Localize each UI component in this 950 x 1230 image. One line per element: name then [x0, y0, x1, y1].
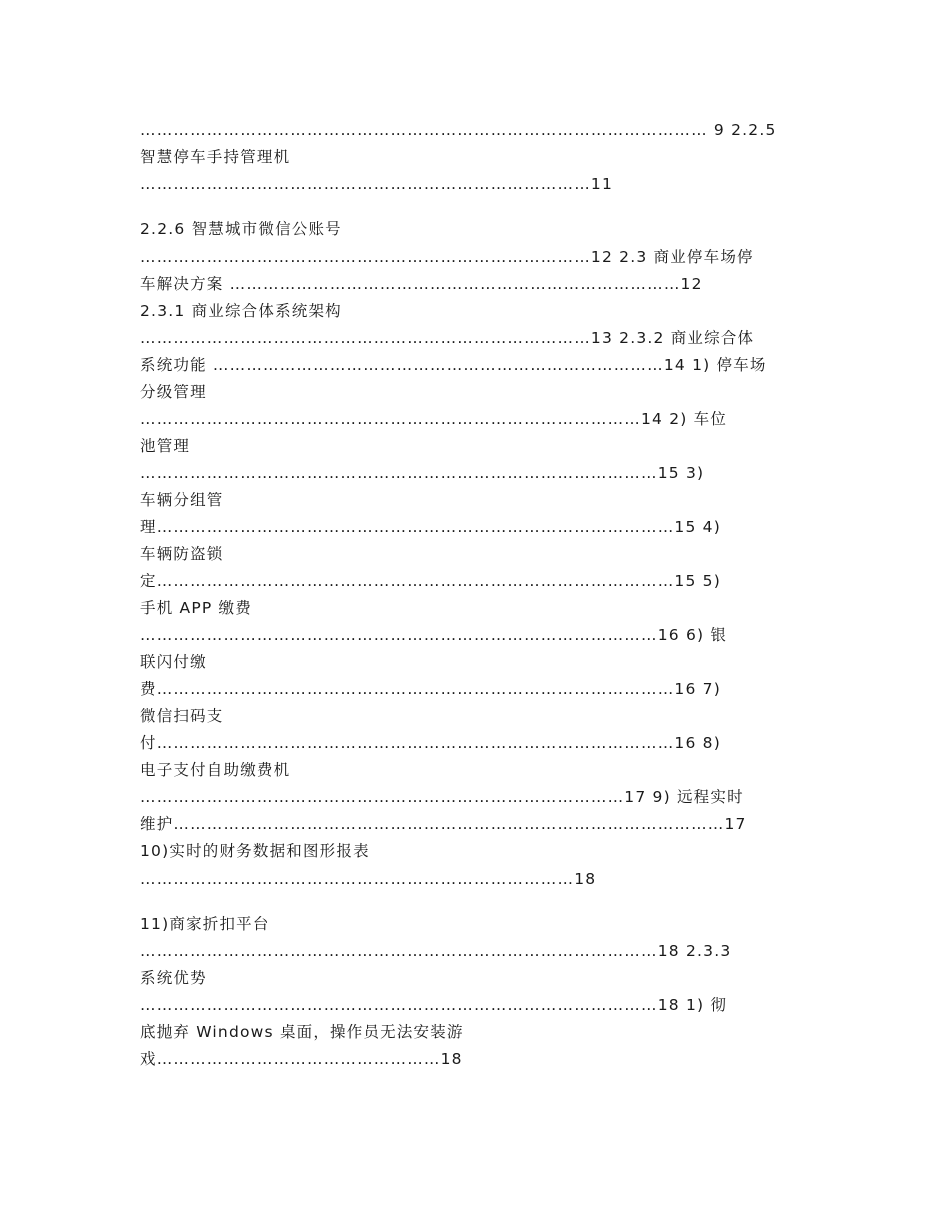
- toc-line: …………………………………………………………………………………15 3): [140, 464, 705, 482]
- toc-line: …………………………………………………………………………………18 2.3.3: [140, 942, 732, 960]
- toc-line: 底抛弃 Windows 桌面，操作员无法安装游: [140, 1023, 464, 1041]
- toc-line: ………………………………………………………………………………14 2) 车位: [140, 410, 728, 428]
- toc-line: 理…………………………………………………………………………………15 4): [140, 518, 721, 536]
- toc-line: 2.2.6 智慧城市微信公账号: [140, 220, 342, 238]
- toc-line: 池管理: [140, 437, 191, 455]
- toc-line: 系统优势: [140, 969, 207, 987]
- toc-line: ………………………………………………………………………………………… 9 2.2.5: [140, 121, 777, 139]
- toc-line: 付…………………………………………………………………………………16 8): [140, 734, 721, 752]
- toc-line: 2.3.1 商业综合体系统架构: [140, 302, 342, 320]
- toc-line: 分级管理: [140, 383, 207, 401]
- toc-line: 微信扫码支: [140, 707, 224, 725]
- toc-line: ……………………………………………………………………18: [140, 870, 597, 888]
- toc-line: 车辆分组管: [140, 491, 224, 509]
- toc-line: 费…………………………………………………………………………………16 7): [140, 680, 721, 698]
- toc-line: 11)商家折扣平台: [140, 915, 270, 933]
- toc-line: 定…………………………………………………………………………………15 5): [140, 572, 721, 590]
- toc-line: 手机 APP 缴费: [140, 599, 252, 617]
- toc-line: 车解决方案 ………………………………………………………………………12: [140, 275, 703, 293]
- toc-line: 电子支付自助缴费机: [140, 761, 291, 779]
- toc-line: ………………………………………………………………………11: [140, 175, 614, 193]
- toc-line: 维护………………………………………………………………………………………17: [140, 815, 747, 833]
- toc-line: 车辆防盗锁: [140, 545, 224, 563]
- toc-line: 联闪付缴: [140, 653, 207, 671]
- toc-line: …………………………………………………………………………………18 1) 彻: [140, 996, 728, 1014]
- toc-line: ………………………………………………………………………12 2.3 商业停车场停: [140, 248, 754, 266]
- toc-line: ………………………………………………………………………13 2.3.2 商业综合体: [140, 329, 755, 347]
- toc-line: …………………………………………………………………………………16 6) 银: [140, 626, 728, 644]
- toc-line: 系统功能 ………………………………………………………………………14 1) 停车场: [140, 356, 767, 374]
- toc-line: 10)实时的财务数据和图形报表: [140, 842, 370, 860]
- toc-line: ……………………………………………………………………………17 9) 远程实时: [140, 788, 744, 806]
- toc-line: 智慧停车手持管理机: [140, 148, 291, 166]
- toc-line: 戏……………………………………………18: [140, 1050, 463, 1068]
